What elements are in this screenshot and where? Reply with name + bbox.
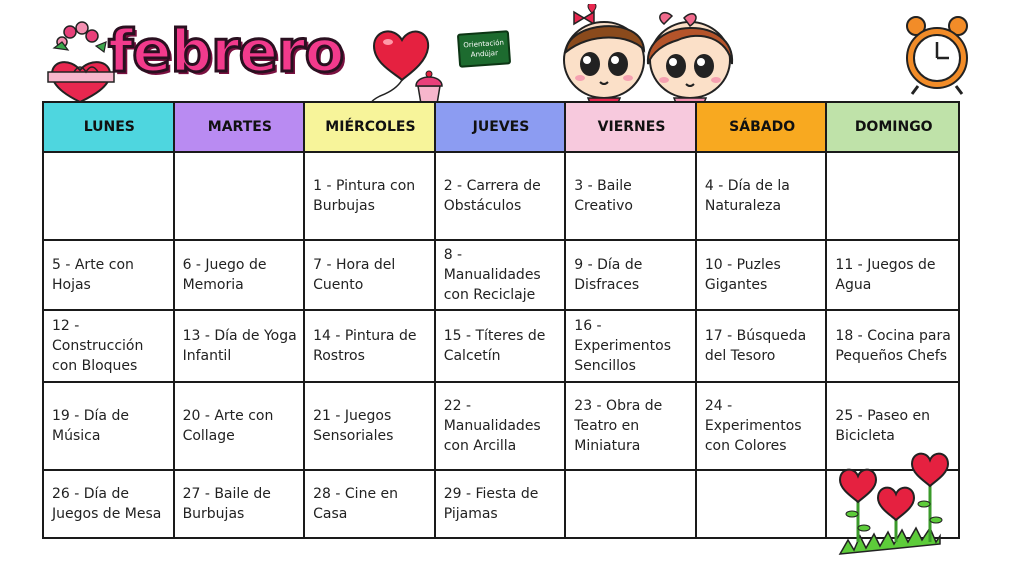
children-illustration-icon: [560, 4, 740, 108]
day-cell: 25 - Paseo en Bicicleta: [827, 383, 958, 471]
day-cell: 17 - Búsqueda del Tesoro: [697, 311, 828, 383]
day-cell-empty: [566, 471, 697, 537]
day-cell: 18 - Cocina para Pequeños Chefs: [827, 311, 958, 383]
day-cell: 24 - Experimentos con Colores: [697, 383, 828, 471]
day-cell: 28 - Cine en Casa: [305, 471, 436, 537]
day-cell: 3 - Baile Creativo: [566, 153, 697, 241]
day-cell-empty: [175, 153, 306, 241]
weekday-header-martes: MARTES: [175, 103, 306, 153]
logo-line-1: Orientación: [463, 38, 505, 50]
day-cell: 11 - Juegos de Agua: [827, 241, 958, 311]
heart-balloon-icon: [366, 26, 450, 108]
day-cell: 9 - Día de Disfraces: [566, 241, 697, 311]
day-cell: 29 - Fiesta de Pijamas: [436, 471, 567, 537]
day-cell: 23 - Obra de Teatro en Miniatura: [566, 383, 697, 471]
month-title: febrero: [108, 17, 344, 85]
day-cell: 1 - Pintura con Burbujas: [305, 153, 436, 241]
calendar-grid: [42, 101, 960, 539]
orientacion-andujar-logo: [457, 30, 511, 68]
day-cell: 12 - Construcción con Bloques: [44, 311, 175, 383]
weekday-header-lunes: LUNES: [44, 103, 175, 153]
day-cell: 21 - Juegos Sensoriales: [305, 383, 436, 471]
logo-line-2: Andújar: [470, 49, 499, 59]
day-cell: 7 - Hora del Cuento: [305, 241, 436, 311]
day-cell: 15 - Títeres de Calcetín: [436, 311, 567, 383]
day-cell: 16 - Experimentos Sencillos: [566, 311, 697, 383]
heart-flowers-icon: [834, 444, 956, 560]
day-cell-empty: [827, 153, 958, 241]
day-cell: 19 - Día de Música: [44, 383, 175, 471]
day-cell: 20 - Arte con Collage: [175, 383, 306, 471]
day-cell-empty: [44, 153, 175, 241]
weekday-header-sabado: SÁBADO: [697, 103, 828, 153]
weekday-header-miercoles: MIÉRCOLES: [305, 103, 436, 153]
weekday-header-domingo: DOMINGO: [827, 103, 958, 153]
day-cell-empty: [697, 471, 828, 537]
weekday-header-viernes: VIERNES: [566, 103, 697, 153]
day-cell: 14 - Pintura de Rostros: [305, 311, 436, 383]
day-cell: 27 - Baile de Burbujas: [175, 471, 306, 537]
alarm-clock-icon: [904, 12, 970, 96]
day-cell: 26 - Día de Juegos de Mesa: [44, 471, 175, 537]
weekday-header-jueves: JUEVES: [436, 103, 567, 153]
day-cell: 4 - Día de la Naturaleza: [697, 153, 828, 241]
day-cell: 8 - Manualidades con Reciclaje: [436, 241, 567, 311]
day-cell: 13 - Día de Yoga Infantil: [175, 311, 306, 383]
day-cell: 2 - Carrera de Obstáculos: [436, 153, 567, 241]
day-cell: 5 - Arte con Hojas: [44, 241, 175, 311]
day-cell: 6 - Juego de Memoria: [175, 241, 306, 311]
day-cell: 22 - Manualidades con Arcilla: [436, 383, 567, 471]
day-cell: 10 - Puzles Gigantes: [697, 241, 828, 311]
